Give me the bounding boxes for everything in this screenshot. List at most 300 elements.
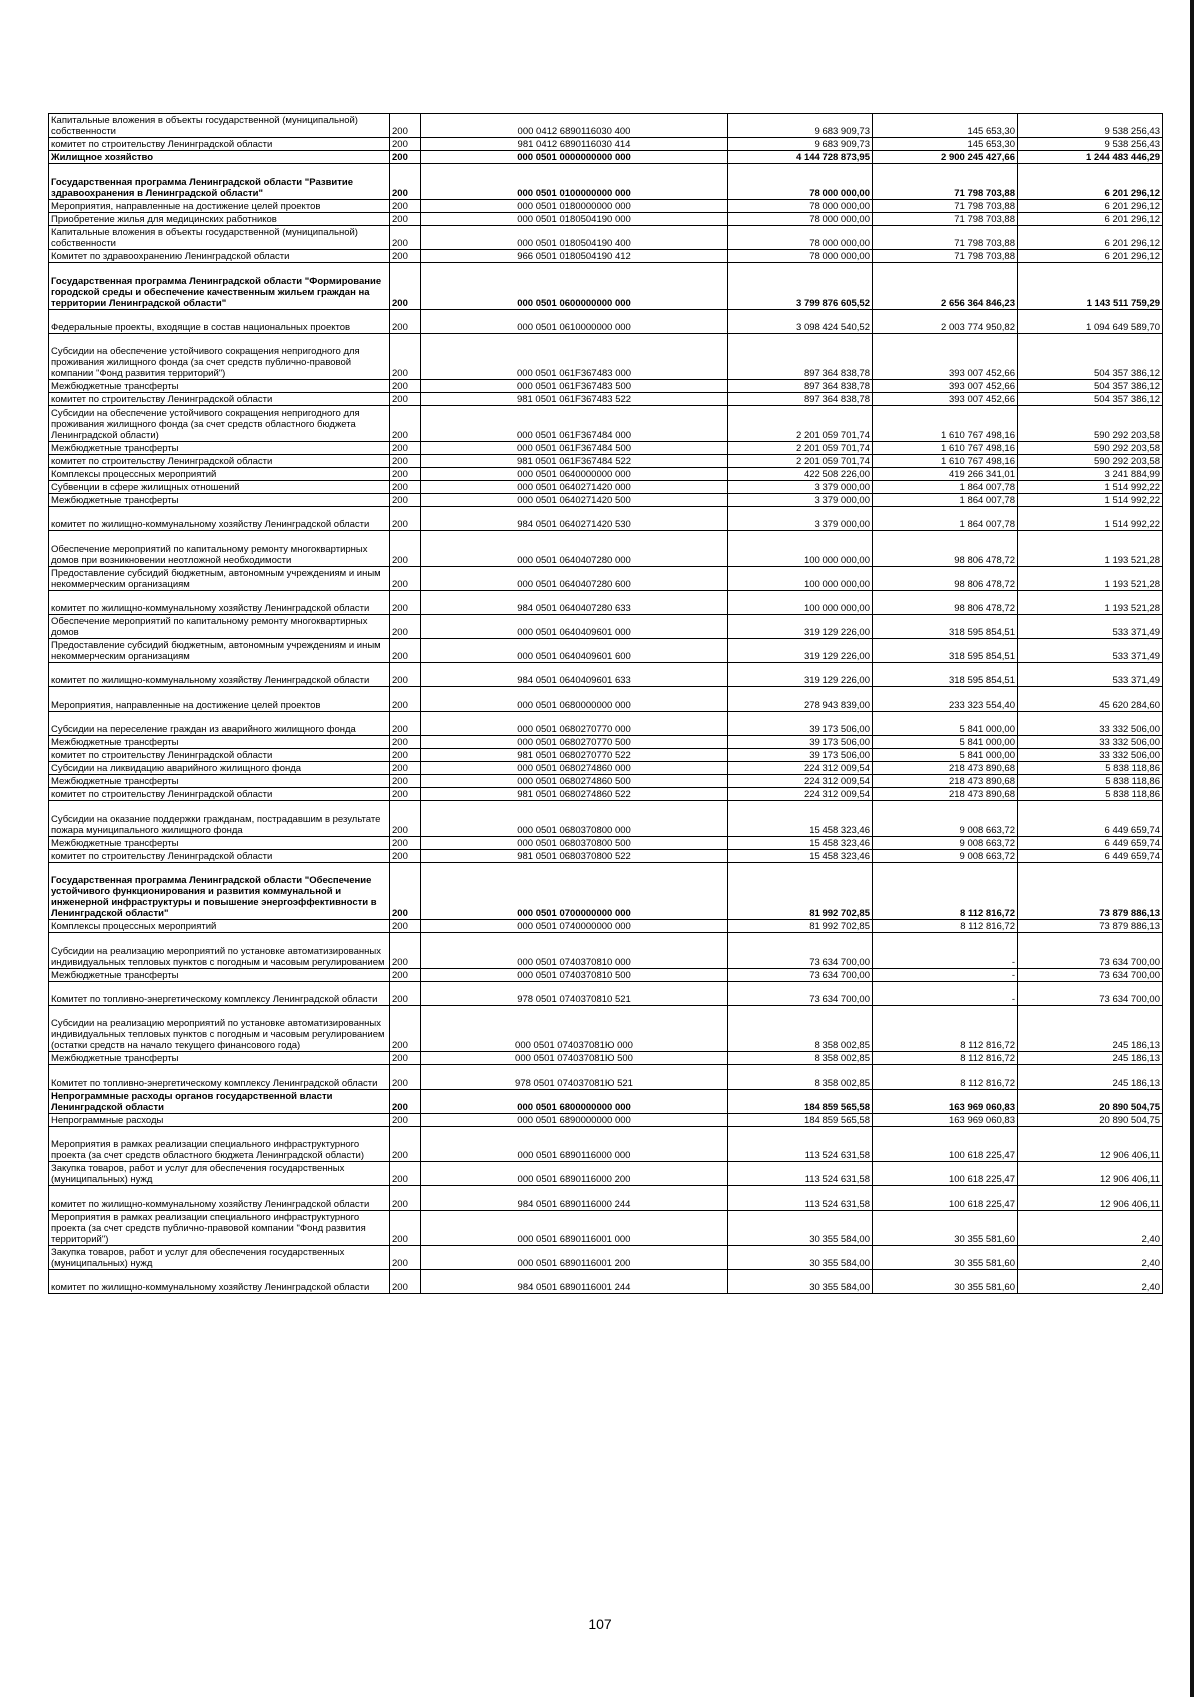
row-remainder-cell: 1 193 521,28 — [1018, 590, 1163, 614]
row-name-cell: Мероприятия, направленные на достижение целей проектов — [49, 199, 390, 212]
row-name-cell: Субвенции в сфере жилищных отношений — [49, 480, 390, 493]
row-code-cell: 200 — [390, 639, 421, 663]
row-name-cell: Комитет по топливно-энергетическому комплексу Ленинградской области — [49, 981, 390, 1005]
table-row — [49, 309, 1163, 333]
table-row — [49, 212, 1163, 225]
row-code-cell: 200 — [390, 1089, 421, 1113]
row-executed-cell: 1 610 767 498,16 — [873, 406, 1018, 441]
row-remainder-cell: 20 890 504,75 — [1018, 1113, 1163, 1126]
table-row — [49, 735, 1163, 748]
row-remainder-cell: 12 906 406,11 — [1018, 1126, 1163, 1161]
row-approved-cell: 897 364 838,78 — [728, 333, 873, 379]
row-name-cell: Предоставление субсидий бюджетным, автономным учреждениям и иным некоммерческим организациям — [49, 566, 390, 590]
row-approved-cell: 15 458 323,46 — [728, 836, 873, 849]
row-executed-cell: - — [873, 968, 1018, 981]
row-executed-cell: 71 798 703,88 — [873, 164, 1018, 199]
row-kbk-cell: 978 0501 0740370810 521 — [421, 981, 728, 1005]
row-approved-cell: 30 355 584,00 — [728, 1245, 873, 1269]
row-kbk-cell: 000 0501 061F367484 500 — [421, 441, 728, 454]
row-remainder-cell: 1 244 483 446,29 — [1018, 151, 1163, 164]
row-executed-cell: 9 008 663,72 — [873, 801, 1018, 836]
row-approved-cell: 100 000 000,00 — [728, 531, 873, 566]
table-row — [49, 250, 1163, 263]
row-executed-cell: 30 355 581,60 — [873, 1245, 1018, 1269]
table-row — [49, 639, 1163, 663]
row-executed-cell: - — [873, 981, 1018, 1005]
row-approved-cell: 224 312 009,54 — [728, 762, 873, 775]
row-executed-cell: 218 473 890,68 — [873, 788, 1018, 801]
row-kbk-cell: 981 0501 061F367483 522 — [421, 393, 728, 406]
row-name-cell: Комитет по здравоохранению Ленинградской области — [49, 250, 390, 263]
row-executed-cell: 30 355 581,60 — [873, 1210, 1018, 1245]
row-code-cell: 200 — [390, 114, 421, 138]
row-remainder-cell: 1 514 992,22 — [1018, 493, 1163, 506]
row-name-cell: Непрограммные расходы — [49, 1113, 390, 1126]
row-executed-cell: 9 008 663,72 — [873, 836, 1018, 849]
row-executed-cell: 8 112 816,72 — [873, 920, 1018, 933]
row-remainder-cell: 2,40 — [1018, 1270, 1163, 1294]
row-executed-cell: 100 618 225,47 — [873, 1186, 1018, 1210]
row-remainder-cell: 504 357 386,12 — [1018, 333, 1163, 379]
table-row — [49, 225, 1163, 249]
row-kbk-cell: 000 0501 0100000000 000 — [421, 164, 728, 199]
row-code-cell: 200 — [390, 968, 421, 981]
row-remainder-cell: 20 890 504,75 — [1018, 1089, 1163, 1113]
row-approved-cell: 422 508 226,00 — [728, 467, 873, 480]
row-approved-cell: 3 799 876 605,52 — [728, 263, 873, 309]
row-code-cell: 200 — [390, 1186, 421, 1210]
row-code-cell: 200 — [390, 1210, 421, 1245]
row-code-cell: 200 — [390, 480, 421, 493]
row-executed-cell: 163 969 060,83 — [873, 1089, 1018, 1113]
row-executed-cell: 1 864 007,78 — [873, 493, 1018, 506]
row-remainder-cell: 504 357 386,12 — [1018, 393, 1163, 406]
row-approved-cell: 2 201 059 701,74 — [728, 406, 873, 441]
row-kbk-cell: 000 0501 0680274860 500 — [421, 775, 728, 788]
row-kbk-cell: 000 0501 0700000000 000 — [421, 862, 728, 920]
row-code-cell: 200 — [390, 1162, 421, 1186]
row-approved-cell: 4 144 728 873,95 — [728, 151, 873, 164]
page-number: 107 — [588, 1616, 612, 1632]
row-code-cell: 200 — [390, 441, 421, 454]
row-code-cell: 200 — [390, 263, 421, 309]
row-remainder-cell: 6 201 296,12 — [1018, 250, 1163, 263]
row-approved-cell: 30 355 584,00 — [728, 1270, 873, 1294]
row-executed-cell: 5 841 000,00 — [873, 711, 1018, 735]
row-name-cell: Обеспечение мероприятий по капитальному ремонту многоквартирных домов при возникновении неотложной необходимости — [49, 531, 390, 566]
row-kbk-cell: 981 0501 0680274860 522 — [421, 788, 728, 801]
row-kbk-cell: 000 0501 0680370800 000 — [421, 801, 728, 836]
row-kbk-cell: 981 0501 0680370800 522 — [421, 849, 728, 862]
row-executed-cell: 5 841 000,00 — [873, 735, 1018, 748]
row-executed-cell: 393 007 452,66 — [873, 380, 1018, 393]
table-row — [49, 788, 1163, 801]
row-code-cell: 200 — [390, 1270, 421, 1294]
row-executed-cell: 145 653,30 — [873, 138, 1018, 151]
row-code-cell: 200 — [390, 981, 421, 1005]
row-name-cell: Мероприятия в рамках реализации специального инфраструктурного проекта (за счет средств публично-правовой компании "Фонд развития территорий") — [49, 1210, 390, 1245]
row-name-cell: Субсидии на ликвидацию аварийного жилищного фонда — [49, 762, 390, 775]
row-remainder-cell: 73 634 700,00 — [1018, 968, 1163, 981]
row-kbk-cell: 000 0501 0640407280 600 — [421, 566, 728, 590]
row-executed-cell: - — [873, 933, 1018, 968]
row-name-cell: Межбюджетные трансферты — [49, 968, 390, 981]
row-remainder-cell: 590 292 203,58 — [1018, 454, 1163, 467]
row-name-cell: комитет по строительству Ленинградской области — [49, 788, 390, 801]
table-row — [49, 1210, 1163, 1245]
table-row — [49, 1270, 1163, 1294]
row-code-cell: 200 — [390, 531, 421, 566]
table-row — [49, 968, 1163, 981]
row-code-cell: 200 — [390, 862, 421, 920]
row-kbk-cell: 981 0501 061F367484 522 — [421, 454, 728, 467]
row-kbk-cell: 984 0501 0640409601 633 — [421, 663, 728, 687]
row-executed-cell: 8 112 816,72 — [873, 1065, 1018, 1089]
row-code-cell: 200 — [390, 393, 421, 406]
table-row — [49, 566, 1163, 590]
row-kbk-cell: 000 0501 6890000000 000 — [421, 1113, 728, 1126]
row-name-cell: Комплексы процессных мероприятий — [49, 467, 390, 480]
row-name-cell: комитет по жилищно-коммунальному хозяйству Ленинградской области — [49, 590, 390, 614]
row-approved-cell: 78 000 000,00 — [728, 164, 873, 199]
row-approved-cell: 78 000 000,00 — [728, 199, 873, 212]
row-code-cell: 200 — [390, 138, 421, 151]
row-approved-cell: 9 683 909,73 — [728, 138, 873, 151]
table-row — [49, 849, 1163, 862]
row-kbk-cell: 000 0501 0000000000 000 — [421, 151, 728, 164]
row-executed-cell: 5 841 000,00 — [873, 748, 1018, 761]
row-name-cell: Обеспечение мероприятий по капитальному ремонту многоквартирных домов — [49, 614, 390, 638]
row-approved-cell: 3 379 000,00 — [728, 493, 873, 506]
row-remainder-cell: 9 538 256,43 — [1018, 114, 1163, 138]
row-code-cell: 200 — [390, 590, 421, 614]
row-code-cell: 200 — [390, 687, 421, 711]
row-kbk-cell: 000 0501 0180504190 000 — [421, 212, 728, 225]
table-row — [49, 333, 1163, 379]
table-row — [49, 507, 1163, 531]
table-row — [49, 1126, 1163, 1161]
row-approved-cell: 3 379 000,00 — [728, 480, 873, 493]
row-kbk-cell: 978 0501 074037081Ю 521 — [421, 1065, 728, 1089]
row-name-cell: Субсидии на переселение граждан из аварийного жилищного фонда — [49, 711, 390, 735]
row-executed-cell: 9 008 663,72 — [873, 849, 1018, 862]
row-approved-cell: 278 943 839,00 — [728, 687, 873, 711]
row-name-cell: Федеральные проекты, входящие в состав национальных проектов — [49, 309, 390, 333]
row-code-cell: 200 — [390, 801, 421, 836]
row-remainder-cell: 533 371,49 — [1018, 639, 1163, 663]
row-executed-cell: 8 112 816,72 — [873, 862, 1018, 920]
row-code-cell: 200 — [390, 920, 421, 933]
row-name-cell: Субсидии на оказание поддержки гражданам, пострадавшим в результате пожара муниципального жилищного фонда — [49, 801, 390, 836]
row-approved-cell: 39 173 506,00 — [728, 748, 873, 761]
row-kbk-cell: 984 0501 0640271420 530 — [421, 507, 728, 531]
row-approved-cell: 73 634 700,00 — [728, 981, 873, 1005]
row-remainder-cell: 9 538 256,43 — [1018, 138, 1163, 151]
row-name-cell: Субсидии на реализацию мероприятий по установке автоматизированных индивидуальных тепловых пунктов с погодным и часовым регулированием — [49, 933, 390, 968]
row-kbk-cell: 000 0501 6890116000 000 — [421, 1126, 728, 1161]
row-kbk-cell: 000 0501 0740370810 500 — [421, 968, 728, 981]
table-row — [49, 836, 1163, 849]
row-kbk-cell: 000 0501 0680000000 000 — [421, 687, 728, 711]
row-remainder-cell: 5 838 118,86 — [1018, 762, 1163, 775]
table-row — [49, 1005, 1163, 1051]
row-approved-cell: 113 524 631,58 — [728, 1162, 873, 1186]
row-name-cell: Капитальные вложения в объекты государственной (муниципальной) собственности — [49, 225, 390, 249]
row-remainder-cell: 6 201 296,12 — [1018, 164, 1163, 199]
row-executed-cell: 1 610 767 498,16 — [873, 441, 1018, 454]
row-code-cell: 200 — [390, 406, 421, 441]
row-approved-cell: 81 992 702,85 — [728, 920, 873, 933]
row-approved-cell: 15 458 323,46 — [728, 801, 873, 836]
row-kbk-cell: 000 0501 0640407280 000 — [421, 531, 728, 566]
row-kbk-cell: 000 0501 0740370810 000 — [421, 933, 728, 968]
table-row — [49, 531, 1163, 566]
row-approved-cell: 2 201 059 701,74 — [728, 454, 873, 467]
row-code-cell: 200 — [390, 454, 421, 467]
row-remainder-cell: 6 201 296,12 — [1018, 212, 1163, 225]
row-approved-cell: 319 129 226,00 — [728, 614, 873, 638]
row-code-cell: 200 — [390, 507, 421, 531]
row-approved-cell: 73 634 700,00 — [728, 968, 873, 981]
row-kbk-cell: 000 0501 0180000000 000 — [421, 199, 728, 212]
table-row — [49, 441, 1163, 454]
row-remainder-cell: 73 879 886,13 — [1018, 920, 1163, 933]
table-row — [49, 199, 1163, 212]
row-name-cell: комитет по строительству Ленинградской области — [49, 849, 390, 862]
row-code-cell: 200 — [390, 1065, 421, 1089]
row-remainder-cell: 1 514 992,22 — [1018, 507, 1163, 531]
scan-edge — [1190, 0, 1194, 1697]
row-code-cell: 200 — [390, 467, 421, 480]
row-name-cell: комитет по жилищно-коммунальному хозяйству Ленинградской области — [49, 663, 390, 687]
row-executed-cell: 2 900 245 427,66 — [873, 151, 1018, 164]
table-row — [49, 480, 1163, 493]
table-row — [49, 801, 1163, 836]
table-row — [49, 114, 1163, 138]
row-remainder-cell: 6 449 659,74 — [1018, 801, 1163, 836]
row-kbk-cell: 000 0501 074037081Ю 500 — [421, 1052, 728, 1065]
row-name-cell: Субсидии на обеспечение устойчивого сокращения непригодного для проживания жилищного фонда (за счет средств областного бюджета Ленинградской области) — [49, 406, 390, 441]
row-remainder-cell: 3 241 884,99 — [1018, 467, 1163, 480]
row-code-cell: 200 — [390, 711, 421, 735]
row-executed-cell: 71 798 703,88 — [873, 199, 1018, 212]
table-row — [49, 614, 1163, 638]
row-kbk-cell: 000 0501 074037081Ю 000 — [421, 1005, 728, 1051]
row-approved-cell: 8 358 002,85 — [728, 1052, 873, 1065]
row-executed-cell: 318 595 854,51 — [873, 639, 1018, 663]
row-approved-cell: 39 173 506,00 — [728, 735, 873, 748]
table-body — [49, 114, 1163, 1294]
table-row — [49, 493, 1163, 506]
row-code-cell: 200 — [390, 199, 421, 212]
table-row — [49, 393, 1163, 406]
row-code-cell: 200 — [390, 849, 421, 862]
table-row — [49, 933, 1163, 968]
row-name-cell: Межбюджетные трансферты — [49, 441, 390, 454]
row-approved-cell: 3 379 000,00 — [728, 507, 873, 531]
table-row — [49, 406, 1163, 441]
table-row — [49, 467, 1163, 480]
row-kbk-cell: 000 0501 0610000000 000 — [421, 309, 728, 333]
row-approved-cell: 897 364 838,78 — [728, 380, 873, 393]
table-row — [49, 1089, 1163, 1113]
row-code-cell: 200 — [390, 164, 421, 199]
row-kbk-cell: 966 0501 0180504190 412 — [421, 250, 728, 263]
row-code-cell: 200 — [390, 212, 421, 225]
row-remainder-cell: 590 292 203,58 — [1018, 406, 1163, 441]
row-approved-cell: 15 458 323,46 — [728, 849, 873, 862]
row-kbk-cell: 000 0501 0680270770 500 — [421, 735, 728, 748]
row-name-cell: Межбюджетные трансферты — [49, 836, 390, 849]
table-row — [49, 1162, 1163, 1186]
row-kbk-cell: 000 0501 0680370800 500 — [421, 836, 728, 849]
row-kbk-cell: 000 0501 6890116001 000 — [421, 1210, 728, 1245]
row-kbk-cell: 000 0501 0640409601 600 — [421, 639, 728, 663]
row-code-cell: 200 — [390, 225, 421, 249]
row-remainder-cell: 5 838 118,86 — [1018, 775, 1163, 788]
row-kbk-cell: 000 0501 0180504190 400 — [421, 225, 728, 249]
row-approved-cell: 78 000 000,00 — [728, 225, 873, 249]
table-row — [49, 1052, 1163, 1065]
table-row — [49, 687, 1163, 711]
row-name-cell: Мероприятия в рамках реализации специального инфраструктурного проекта (за счет средств областного бюджета Ленинградской области) — [49, 1126, 390, 1161]
row-name-cell: Государственная программа Ленинградской области "Формирование городской среды и обеспечение качественным жильем граждан на территории Ленинградской области" — [49, 263, 390, 309]
row-remainder-cell: 33 332 506,00 — [1018, 711, 1163, 735]
row-code-cell: 200 — [390, 309, 421, 333]
row-remainder-cell: 73 634 700,00 — [1018, 981, 1163, 1005]
row-executed-cell: 71 798 703,88 — [873, 225, 1018, 249]
row-remainder-cell: 73 879 886,13 — [1018, 862, 1163, 920]
row-name-cell: Комплексы процессных мероприятий — [49, 920, 390, 933]
row-name-cell: Межбюджетные трансферты — [49, 775, 390, 788]
row-kbk-cell: 000 0501 6890116001 200 — [421, 1245, 728, 1269]
row-kbk-cell: 000 0501 0640271420 500 — [421, 493, 728, 506]
row-executed-cell: 1 864 007,78 — [873, 480, 1018, 493]
row-code-cell: 200 — [390, 775, 421, 788]
row-executed-cell: 100 618 225,47 — [873, 1162, 1018, 1186]
row-kbk-cell: 000 0501 0600000000 000 — [421, 263, 728, 309]
row-remainder-cell: 73 634 700,00 — [1018, 933, 1163, 968]
row-remainder-cell: 2,40 — [1018, 1245, 1163, 1269]
row-executed-cell: 98 806 478,72 — [873, 590, 1018, 614]
row-executed-cell: 8 112 816,72 — [873, 1052, 1018, 1065]
table-row — [49, 1186, 1163, 1210]
row-name-cell: Государственная программа Ленинградской области "Обеспечение устойчивого функционирования и развития коммунальной и инженерной инфраструктуры и повышение энергоэффективности в Ленинградской области" — [49, 862, 390, 920]
row-remainder-cell: 245 186,13 — [1018, 1052, 1163, 1065]
row-code-cell: 200 — [390, 151, 421, 164]
row-code-cell: 200 — [390, 788, 421, 801]
row-code-cell: 200 — [390, 748, 421, 761]
row-executed-cell: 1 610 767 498,16 — [873, 454, 1018, 467]
row-name-cell: Комитет по топливно-энергетическому комплексу Ленинградской области — [49, 1065, 390, 1089]
table-row — [49, 164, 1163, 199]
row-name-cell: Капитальные вложения в объекты государственной (муниципальной) собственности — [49, 114, 390, 138]
row-code-cell: 200 — [390, 1052, 421, 1065]
row-kbk-cell: 000 0501 0640409601 000 — [421, 614, 728, 638]
row-code-cell: 200 — [390, 735, 421, 748]
row-name-cell: Непрограммные расходы органов государственной власти Ленинградской области — [49, 1089, 390, 1113]
row-remainder-cell: 12 906 406,11 — [1018, 1186, 1163, 1210]
table-row — [49, 862, 1163, 920]
row-remainder-cell: 6 449 659,74 — [1018, 836, 1163, 849]
row-approved-cell: 100 000 000,00 — [728, 590, 873, 614]
row-code-cell: 200 — [390, 493, 421, 506]
row-code-cell: 200 — [390, 380, 421, 393]
row-name-cell: Межбюджетные трансферты — [49, 1052, 390, 1065]
row-executed-cell: 233 323 554,40 — [873, 687, 1018, 711]
row-executed-cell: 98 806 478,72 — [873, 531, 1018, 566]
row-approved-cell: 9 683 909,73 — [728, 114, 873, 138]
row-name-cell: Межбюджетные трансферты — [49, 493, 390, 506]
row-name-cell: Жилищное хозяйство — [49, 151, 390, 164]
row-remainder-cell: 245 186,13 — [1018, 1005, 1163, 1051]
table-row — [49, 775, 1163, 788]
table-row — [49, 380, 1163, 393]
row-kbk-cell: 981 0501 0680270770 522 — [421, 748, 728, 761]
row-kbk-cell: 000 0501 061F367483 000 — [421, 333, 728, 379]
row-remainder-cell: 245 186,13 — [1018, 1065, 1163, 1089]
row-code-cell: 200 — [390, 1005, 421, 1051]
row-executed-cell: 30 355 581,60 — [873, 1270, 1018, 1294]
row-executed-cell: 145 653,30 — [873, 114, 1018, 138]
row-name-cell: Закупка товаров, работ и услуг для обеспечения государственных (муниципальных) нужд — [49, 1245, 390, 1269]
row-remainder-cell: 33 332 506,00 — [1018, 748, 1163, 761]
row-executed-cell: 100 618 225,47 — [873, 1126, 1018, 1161]
row-name-cell: комитет по жилищно-коммунальному хозяйству Ленинградской области — [49, 1270, 390, 1294]
row-name-cell: комитет по строительству Ленинградской области — [49, 454, 390, 467]
row-remainder-cell: 6 449 659,74 — [1018, 849, 1163, 862]
row-name-cell: комитет по строительству Ленинградской области — [49, 748, 390, 761]
row-approved-cell: 113 524 631,58 — [728, 1186, 873, 1210]
row-remainder-cell: 1 193 521,28 — [1018, 531, 1163, 566]
row-code-cell: 200 — [390, 1126, 421, 1161]
row-remainder-cell: 1 094 649 589,70 — [1018, 309, 1163, 333]
row-executed-cell: 218 473 890,68 — [873, 775, 1018, 788]
row-name-cell: комитет по жилищно-коммунальному хозяйству Ленинградской области — [49, 1186, 390, 1210]
table-row — [49, 1065, 1163, 1089]
row-executed-cell: 318 595 854,51 — [873, 663, 1018, 687]
row-kbk-cell: 984 0501 6890116001 244 — [421, 1270, 728, 1294]
table-row — [49, 981, 1163, 1005]
row-executed-cell: 218 473 890,68 — [873, 762, 1018, 775]
row-kbk-cell: 000 0501 0740000000 000 — [421, 920, 728, 933]
row-executed-cell: 1 864 007,78 — [873, 507, 1018, 531]
table-row — [49, 590, 1163, 614]
row-name-cell: комитет по жилищно-коммунальному хозяйству Ленинградской области — [49, 507, 390, 531]
row-remainder-cell: 6 201 296,12 — [1018, 199, 1163, 212]
row-remainder-cell: 1 514 992,22 — [1018, 480, 1163, 493]
row-approved-cell: 2 201 059 701,74 — [728, 441, 873, 454]
row-code-cell: 200 — [390, 566, 421, 590]
row-kbk-cell: 000 0501 0680270770 000 — [421, 711, 728, 735]
row-executed-cell: 419 266 341,01 — [873, 467, 1018, 480]
table-row — [49, 762, 1163, 775]
row-name-cell: Приобретение жилья для медицинских работников — [49, 212, 390, 225]
row-approved-cell: 224 312 009,54 — [728, 775, 873, 788]
table-row — [49, 663, 1163, 687]
row-approved-cell: 8 358 002,85 — [728, 1065, 873, 1089]
row-remainder-cell: 2,40 — [1018, 1210, 1163, 1245]
row-name-cell: Субсидии на обеспечение устойчивого сокращения непригодного для проживания жилищного фонда (за счет средств публично-правовой компании "Фонд развития территорий") — [49, 333, 390, 379]
budget-execution-table — [48, 113, 1163, 1294]
row-remainder-cell: 45 620 284,60 — [1018, 687, 1163, 711]
row-remainder-cell: 12 906 406,11 — [1018, 1162, 1163, 1186]
table-row — [49, 151, 1163, 164]
row-remainder-cell: 1 193 521,28 — [1018, 566, 1163, 590]
row-code-cell: 200 — [390, 614, 421, 638]
row-code-cell: 200 — [390, 933, 421, 968]
row-remainder-cell: 1 143 511 759,29 — [1018, 263, 1163, 309]
